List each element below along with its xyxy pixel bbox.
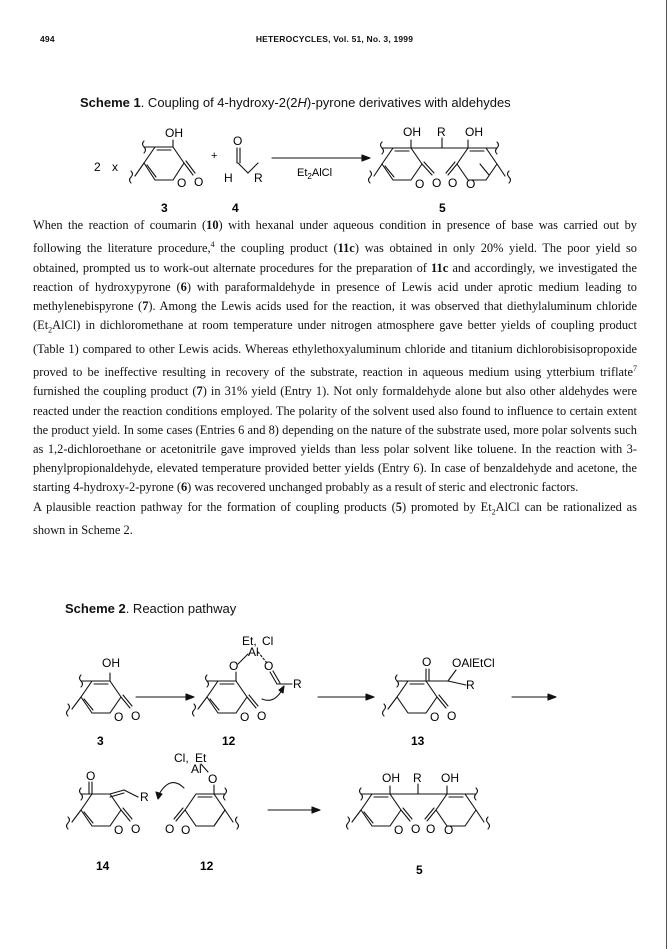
s1-prod-oh-right: OH (465, 125, 483, 139)
s1-reagent: $Et_2AlCl$ (297, 167, 333, 181)
s2-3-oh: OH (102, 656, 120, 670)
s2-12b-cl: Cl, (174, 751, 189, 765)
journal-header: HETEROCYCLES, Vol. 51, No. 3, 1999 (255, 34, 414, 44)
s2-5-r: R (413, 771, 422, 785)
s2-3-o1: O (114, 710, 124, 724)
s1-label-5: 5 (439, 201, 446, 215)
s1-carbonyl-o: O (194, 175, 204, 189)
s1-label-4: 4 (232, 201, 239, 215)
s1-oh: OH (165, 126, 183, 140)
page-number: 494 (40, 34, 55, 44)
s1-prod-oh-left: OH (403, 125, 421, 139)
s2-13-r: R (466, 678, 475, 692)
s2-12-ald-o: O (264, 659, 274, 673)
s1-ald-o: O (233, 134, 243, 148)
s2-5-o1: O (394, 823, 404, 837)
s1-coefficient: 2 (94, 160, 101, 174)
s1-times: x (112, 160, 118, 174)
s2-5-o3: O (426, 822, 436, 836)
s2-13-o2: O (447, 709, 457, 723)
s2-12b-o: O (208, 772, 218, 786)
scheme2-title: Scheme 2. Reaction pathway (65, 601, 237, 616)
s1-prod-o2: O (432, 176, 442, 190)
s2-5-oh-left: OH (382, 771, 400, 785)
scheme2-label: Scheme 2 (65, 601, 126, 616)
s2-13-oal: OAlEtCl (452, 656, 495, 670)
s2-12b-et: Et (195, 751, 207, 765)
scheme2-diagram (0, 620, 669, 920)
s1-prod-r: R (437, 125, 446, 139)
s2-label-12a: 12 (222, 734, 236, 748)
s2-12-et: Et, (242, 634, 257, 648)
s2-12-o: O (229, 659, 239, 673)
scheme1-title: Scheme 1. Coupling of 4-hydroxy-2(2H)-pyrone derivatives with aldehydes (80, 95, 511, 110)
s2-3-o2: O (131, 709, 141, 723)
scheme1-label: Scheme 1 (80, 95, 141, 110)
s2-5-o4: O (444, 823, 454, 837)
s2-12b-o2: O (181, 823, 191, 837)
s2-12b-o1: O (165, 822, 175, 836)
s1-ring-o: O (177, 176, 187, 190)
s1-ald-h: H (224, 171, 233, 185)
s2-12-cl: Cl (262, 634, 274, 648)
s2-12-o2: O (257, 709, 267, 723)
s2-5-oh-right: OH (441, 771, 459, 785)
s2-12-r: R (293, 677, 302, 691)
s2-label-14: 14 (96, 859, 110, 873)
s2-14-o1: O (114, 823, 124, 837)
scheme1-diagram (0, 112, 669, 220)
s2-label-12b: 12 (200, 859, 214, 873)
s2-13-o1: O (430, 710, 440, 724)
s2-12-o1: O (240, 710, 250, 724)
s2-label-13: 13 (411, 734, 425, 748)
s1-plus: + (211, 150, 218, 162)
main-text (33, 216, 637, 540)
s2-14-o: O (86, 769, 96, 783)
s2-5-o2: O (411, 822, 421, 836)
paragraph-1: When the reaction of coumarin (10) with hexanal under aqueous condition in presence of base was carried out by following the literature procedure,$^4$ the coupling product (11c) was obtained in only 20% yield. The poor yield so obtained, prompted us to work-out alternate procedures for the preparation of 11c and accordingly, we investigated the reaction of hydroxypyrone (6) with paraformaldehyde in presence of Lewis acid under aprotic medium leading to methylenebispyrone (7). Among the Lewis acids used for the reaction, it was observed that diethylaluminum chloride $(Et_2AlCl)$ in dichloromethane at room temperature under nitrogen atmosphere gave better yields of coupling product (Table 1) compared to other Lewis acids. Whereas ethylethoxyaluminum chloride and titanium dichlorobisisopropoxide proved to be ineffective resulting in recovery of the substrate, reaction in aqueous medium using ytterbium triflate$^7$ furnished the coupling product (7) in 31% yield (Entry 1). Not only formaldehyde alone but also other aldehydes were reacted under the reaction conditions employed. The polarity of the solvent used also found to influence to certain extent the product yield. In some cases (Entries 6 and 8) depending on the nature of the substrate used, more polar solvents such as 1,2-dichloroethane or acetonitrile gave improved yields than less polar solvent like toluene. In the reaction with 3-phenylpropionaldehyde, elevated temperature provided better yields (Entry 6). In case of benzaldehyde and acetone, the starting 4-hydroxy-2-pyrone (6) was recovered unchanged probably as a result of steric and electronic factors. (33, 218, 637, 495)
s1-prod-o4: O (466, 177, 476, 191)
s1-prod-o3: O (448, 176, 458, 190)
s2-13-o: O (422, 655, 432, 669)
s1-label-3: 3 (161, 201, 168, 215)
s2-label-3: 3 (97, 734, 104, 748)
s2-12-al: Al (248, 645, 259, 659)
paragraph-2: A plausible reaction pathway for the formation of coupling products (5) promoted by $Et_2AlCl$ can be rationalized as shown in Scheme 2. (33, 499, 638, 538)
s1-ald-r: R (254, 171, 263, 185)
s2-12b-al: Al (191, 762, 202, 776)
s2-label-5: 5 (416, 863, 423, 877)
s1-prod-o1: O (415, 177, 425, 191)
s2-14-o2: O (131, 822, 141, 836)
s2-14-r: R (140, 790, 149, 804)
